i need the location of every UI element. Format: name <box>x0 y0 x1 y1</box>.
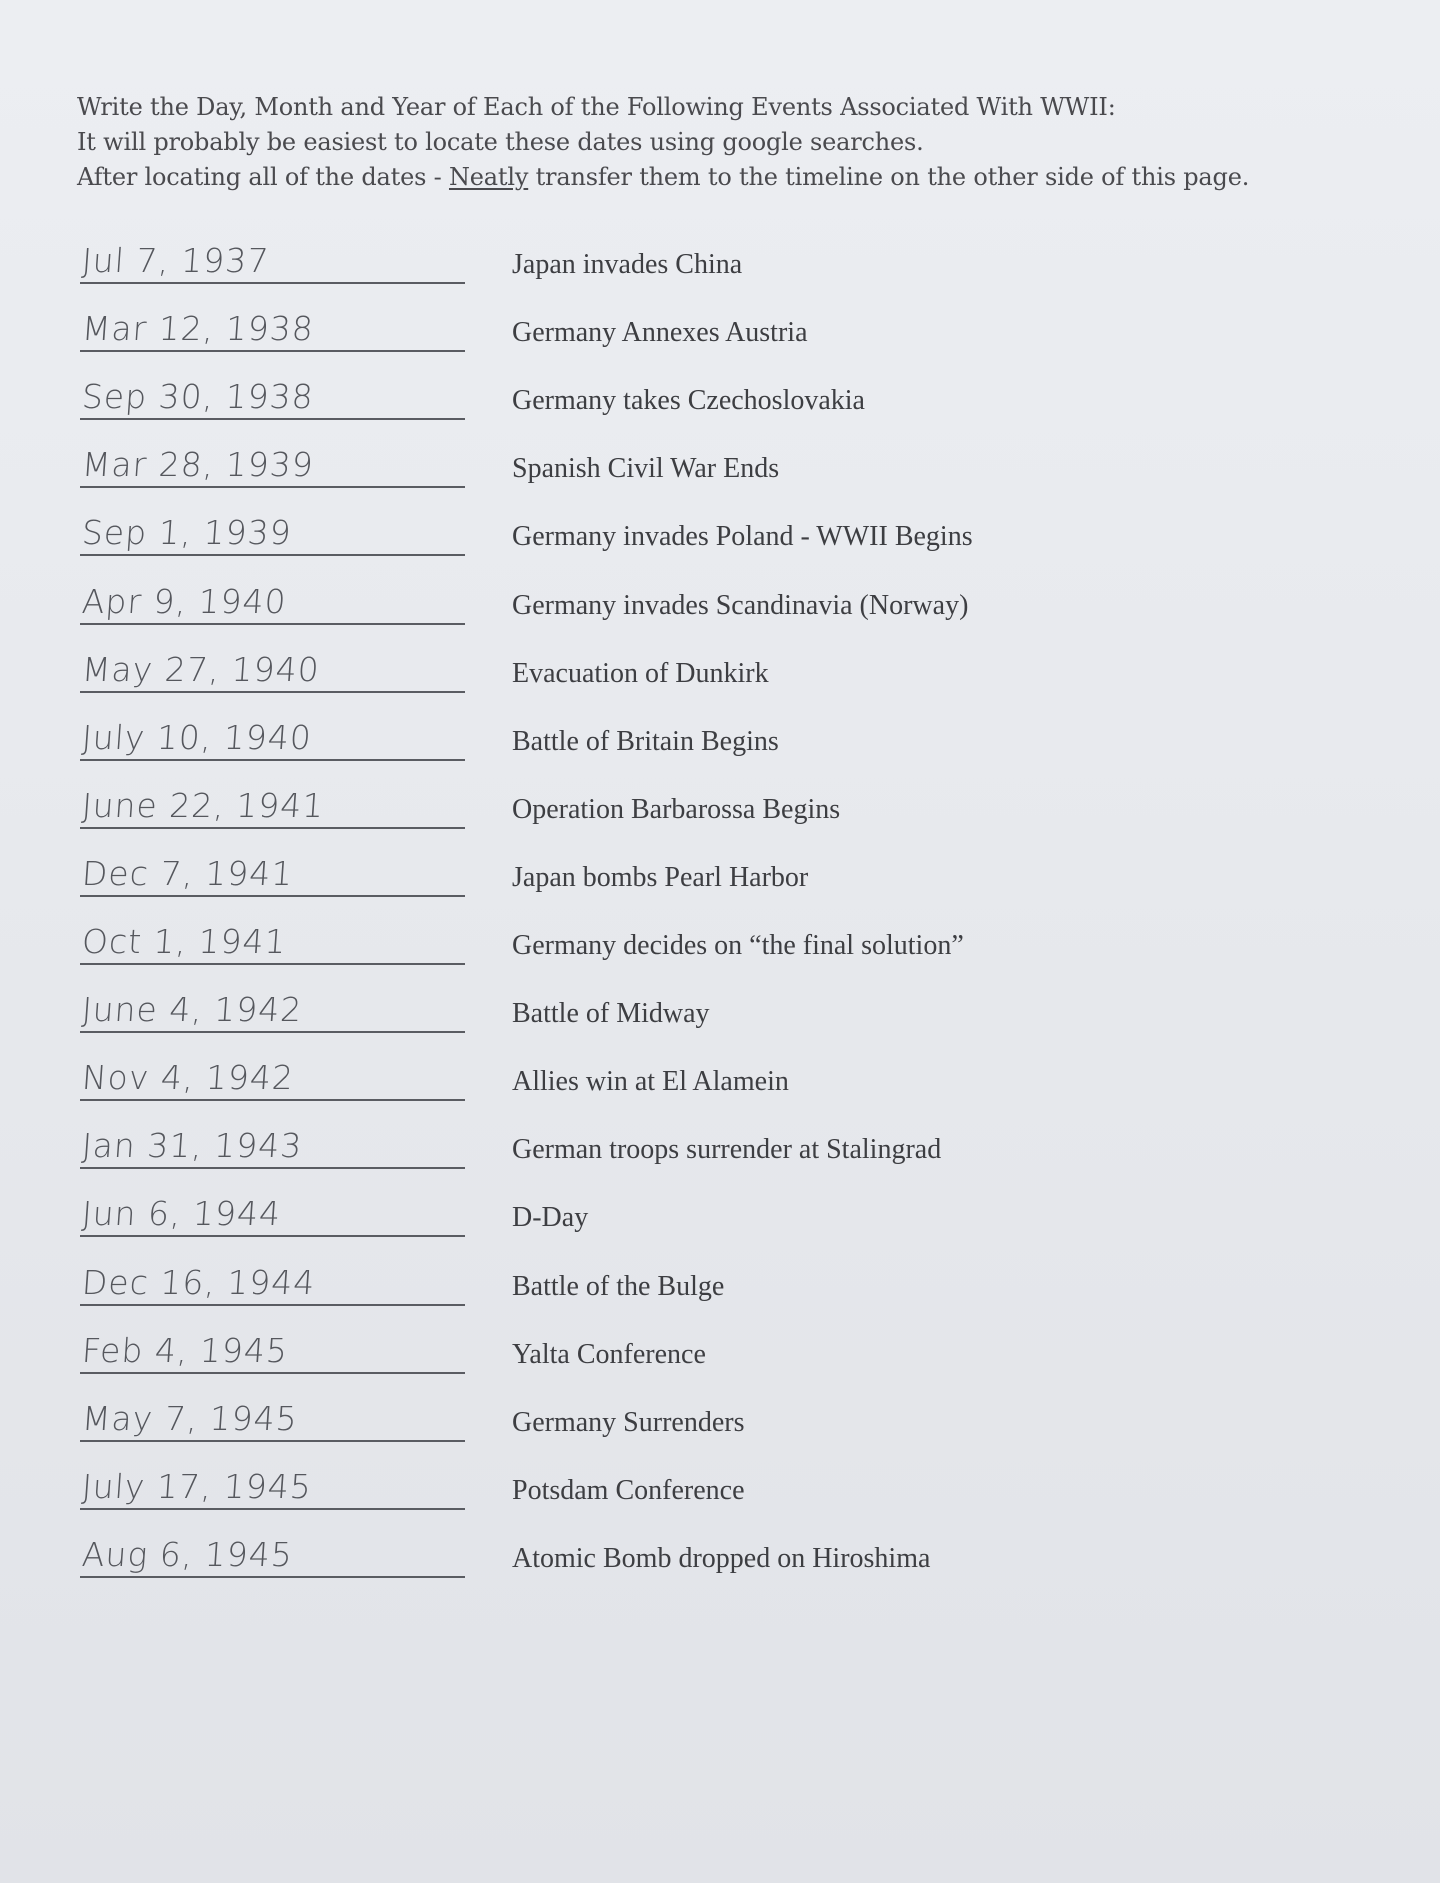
worksheet-row <box>0 510 1440 578</box>
handwritten-date: Sep 30, 1938 <box>80 377 316 417</box>
handwritten-date: Nov 4, 1942 <box>80 1058 296 1098</box>
instruction-line-3-suffix: transfer them to the timeline on the other side of this page. <box>528 163 1250 191</box>
event-label: German troops surrender at Stalingrad <box>512 1134 942 1166</box>
event-label: Germany Annexes Austria <box>512 317 808 349</box>
handwritten-date: Sep 1, 1939 <box>80 513 294 553</box>
event-label: Germany decides on “the final solution” <box>512 930 964 961</box>
answer-line[interactable] <box>80 306 465 352</box>
worksheet-row <box>0 919 1440 987</box>
event-label: Japan bombs Pearl Harbor <box>512 861 809 893</box>
worksheet-row <box>0 1328 1440 1396</box>
answer-line[interactable] <box>80 1396 465 1442</box>
worksheet-row <box>0 1396 1440 1464</box>
event-label: Spanish Civil War Ends <box>512 453 780 485</box>
instruction-line-3-prefix: After locating all of the dates - <box>77 163 449 191</box>
answer-line[interactable] <box>80 442 465 488</box>
answer-line[interactable] <box>80 1260 465 1306</box>
handwritten-date: Jan 31, 1943 <box>80 1126 304 1166</box>
worksheet-row <box>0 1260 1440 1328</box>
event-label: Germany Surrenders <box>512 1406 745 1438</box>
handwritten-date: Feb 4, 1945 <box>80 1330 290 1370</box>
worksheet-row <box>0 647 1440 715</box>
worksheet-row <box>0 1532 1440 1600</box>
event-label: Operation Barbarossa Begins <box>512 793 841 825</box>
worksheet-row <box>0 1191 1440 1259</box>
handwritten-date: Dec 16, 1944 <box>80 1262 317 1302</box>
event-label: Battle of Midway <box>512 998 710 1030</box>
handwritten-date: Mar 12, 1938 <box>80 309 316 349</box>
event-label: Atomic Bomb dropped on Hiroshima <box>512 1542 931 1574</box>
event-label: Potsdam Conference <box>512 1474 745 1506</box>
event-label: Germany invades Scandinavia (Norway) <box>512 589 969 621</box>
handwritten-date: Jul 7, 1937 <box>80 241 271 280</box>
event-label: Germany takes Czechoslovakia <box>512 385 865 417</box>
answer-line[interactable] <box>80 783 465 829</box>
answer-line[interactable] <box>80 919 465 965</box>
handwritten-date: Aug 6, 1945 <box>80 1534 295 1574</box>
worksheet-row <box>0 783 1440 851</box>
instruction-line-3-underlined: Neatly <box>448 163 529 191</box>
answer-line[interactable] <box>80 579 465 625</box>
worksheet-row <box>0 579 1440 647</box>
worksheet-row <box>0 306 1440 374</box>
handwritten-date: May 27, 1940 <box>80 649 322 689</box>
handwritten-date: May 7, 1945 <box>80 1398 300 1438</box>
worksheet-row <box>0 1464 1440 1532</box>
worksheet-row <box>0 851 1440 919</box>
event-label: Battle of Britain Begins <box>512 725 779 757</box>
worksheet-row <box>0 1055 1440 1123</box>
answer-line[interactable] <box>80 1123 465 1169</box>
worksheet-row <box>0 238 1440 306</box>
answer-line[interactable] <box>80 1191 465 1237</box>
answer-line[interactable] <box>80 238 465 284</box>
event-label: Battle of the Bulge <box>512 1270 725 1302</box>
handwritten-date: Apr 9, 1940 <box>80 581 288 621</box>
handwritten-date: June 4, 1942 <box>80 990 304 1030</box>
answer-line[interactable] <box>80 510 465 556</box>
handwritten-date: Oct 1, 1941 <box>80 922 288 961</box>
worksheet-row <box>0 442 1440 510</box>
answer-line[interactable] <box>80 987 465 1033</box>
answer-line[interactable] <box>80 1532 465 1578</box>
event-label: Yalta Conference <box>512 1338 706 1370</box>
handwritten-date: June 22, 1941 <box>80 785 326 825</box>
answer-line[interactable] <box>80 1328 465 1374</box>
event-label: D-Day <box>512 1202 589 1234</box>
handwritten-date: Dec 7, 1941 <box>80 853 295 893</box>
answer-line[interactable] <box>80 647 465 693</box>
event-label: Japan invades China <box>512 249 743 280</box>
instruction-line-2: It will probably be easiest to locate these dates using google searches. <box>77 128 924 156</box>
answer-line[interactable] <box>80 1464 465 1510</box>
worksheet-row <box>0 987 1440 1055</box>
worksheet-row <box>0 374 1440 442</box>
answer-line[interactable] <box>80 374 465 420</box>
answer-line[interactable] <box>80 715 465 761</box>
worksheet-row <box>0 1123 1440 1191</box>
event-label: Germany invades Poland - WWII Begins <box>512 521 973 553</box>
instruction-line-1: Write the Day, Month and Year of Each of the Following Events Associated With WWII: <box>77 93 1116 121</box>
handwritten-date: Mar 28, 1939 <box>80 445 316 485</box>
handwritten-date: July 17, 1945 <box>80 1466 314 1506</box>
answer-line[interactable] <box>80 1055 465 1101</box>
handwritten-date: Jun 6, 1944 <box>80 1194 283 1234</box>
event-label: Evacuation of Dunkirk <box>512 657 769 689</box>
answer-line[interactable] <box>80 851 465 897</box>
event-label: Allies win at El Alamein <box>512 1066 789 1098</box>
handwritten-date: July 10, 1940 <box>80 717 314 757</box>
worksheet-row <box>0 715 1440 783</box>
